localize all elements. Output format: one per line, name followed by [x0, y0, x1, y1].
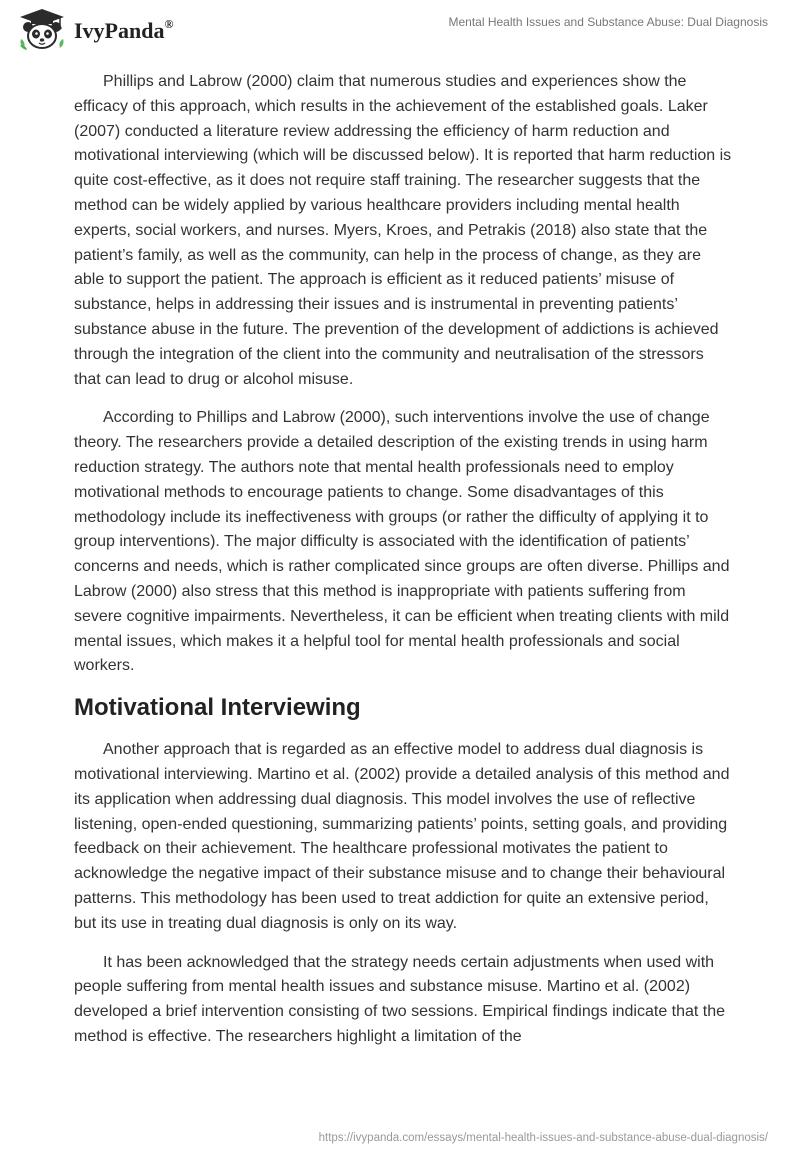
brand-name: IvyPanda® [74, 16, 174, 43]
paragraph: According to Phillips and Labrow (2000), such interventions involve the use of change theory. The researchers provide a detailed description of the existing trends in using harm reduction strategy. The authors note that mental health professionals need to employ motivational methods to encourage patients to change. Some disadvantages of this methodology include its ineffectiveness with groups (or rather the difficulty of applying it to group interventions). The major difficulty is associated with the identification of patients’ concerns and needs, which is rather complicated since groups are often diverse. Phillips and Labrow (2000) also stress that this method is inappropriate with patients suffering from severe cognitive impairments. Nevertheless, it can be efficient when treating clients with mild mental issues, which makes it a helpful tool for mental health professionals and social workers. [74, 409, 730, 675]
paragraph: Phillips and Labrow (2000) claim that numerous studies and experiences show the efficacy of this approach, which results in the achievement of the established goals. Laker (2007) conducted a literature review addressing the efficiency of harm reduction and motivational interviewing (which will be discussed below). It is reported that harm reduction is quite cost-effective, as it does not require staff training. The researcher suggests that the method can be widely applied by various healthcare providers including mental health experts, social workers, and nurses. Myers, Kroes, and Petrakis (2018) also state that the patient’s family, as well as the community, can help in the process of change, as they are able to support the patient. The approach is efficient as it reduced patients’ misuse of substance, helps in addressing their issues and is instrumental in preventing patients’ substance abuse in the future. The prevention of the development of addictions is achieved through the integration of the client into the community and neutralisation of the stressors that can lead to drug or alcohol misuse. [74, 73, 732, 388]
paragraph: It has been acknowledged that the strategy needs certain adjustments when used with people suffering from mental health issues and substance misuse. Martino et al. (2002) developed a brief intervention consisting of two sessions. Empirical findings indicate that the method is effective. The researchers highlight a limitation of the [74, 953, 726, 1045]
section-heading: Motivational Interviewing [74, 694, 361, 722]
page-header [0, 0, 800, 60]
panda-graduation-icon [16, 8, 68, 52]
document-title: Mental Health Issues and Substance Abuse: Dual Diagnosis [448, 15, 768, 29]
source-url[interactable]: https://ivypanda.com/essays/mental-health-issues-and-substance-abuse-dual-diagnosis/ [318, 1132, 768, 1144]
paragraph: Another approach that is regarded as an effective model to address dual diagnosis is motivational interviewing. Martino et al. (2002) provide a detailed analysis of this method and its application when addressing dual diagnosis. This model involves the use of reflective listening, open-ended questioning, summarizing patients’ points, setting goals, and providing feedback on their achievement. The healthcare professional motivates the patient to acknowledge the negative impact of their substance misuse and to change their behavioural patterns. This methodology has been used to treat addiction for quite an extensive period, but its use in treating dual diagnosis is only on its way. [74, 741, 730, 932]
ivypanda-logo[interactable] [16, 8, 173, 52]
essay-content [74, 70, 734, 1064]
